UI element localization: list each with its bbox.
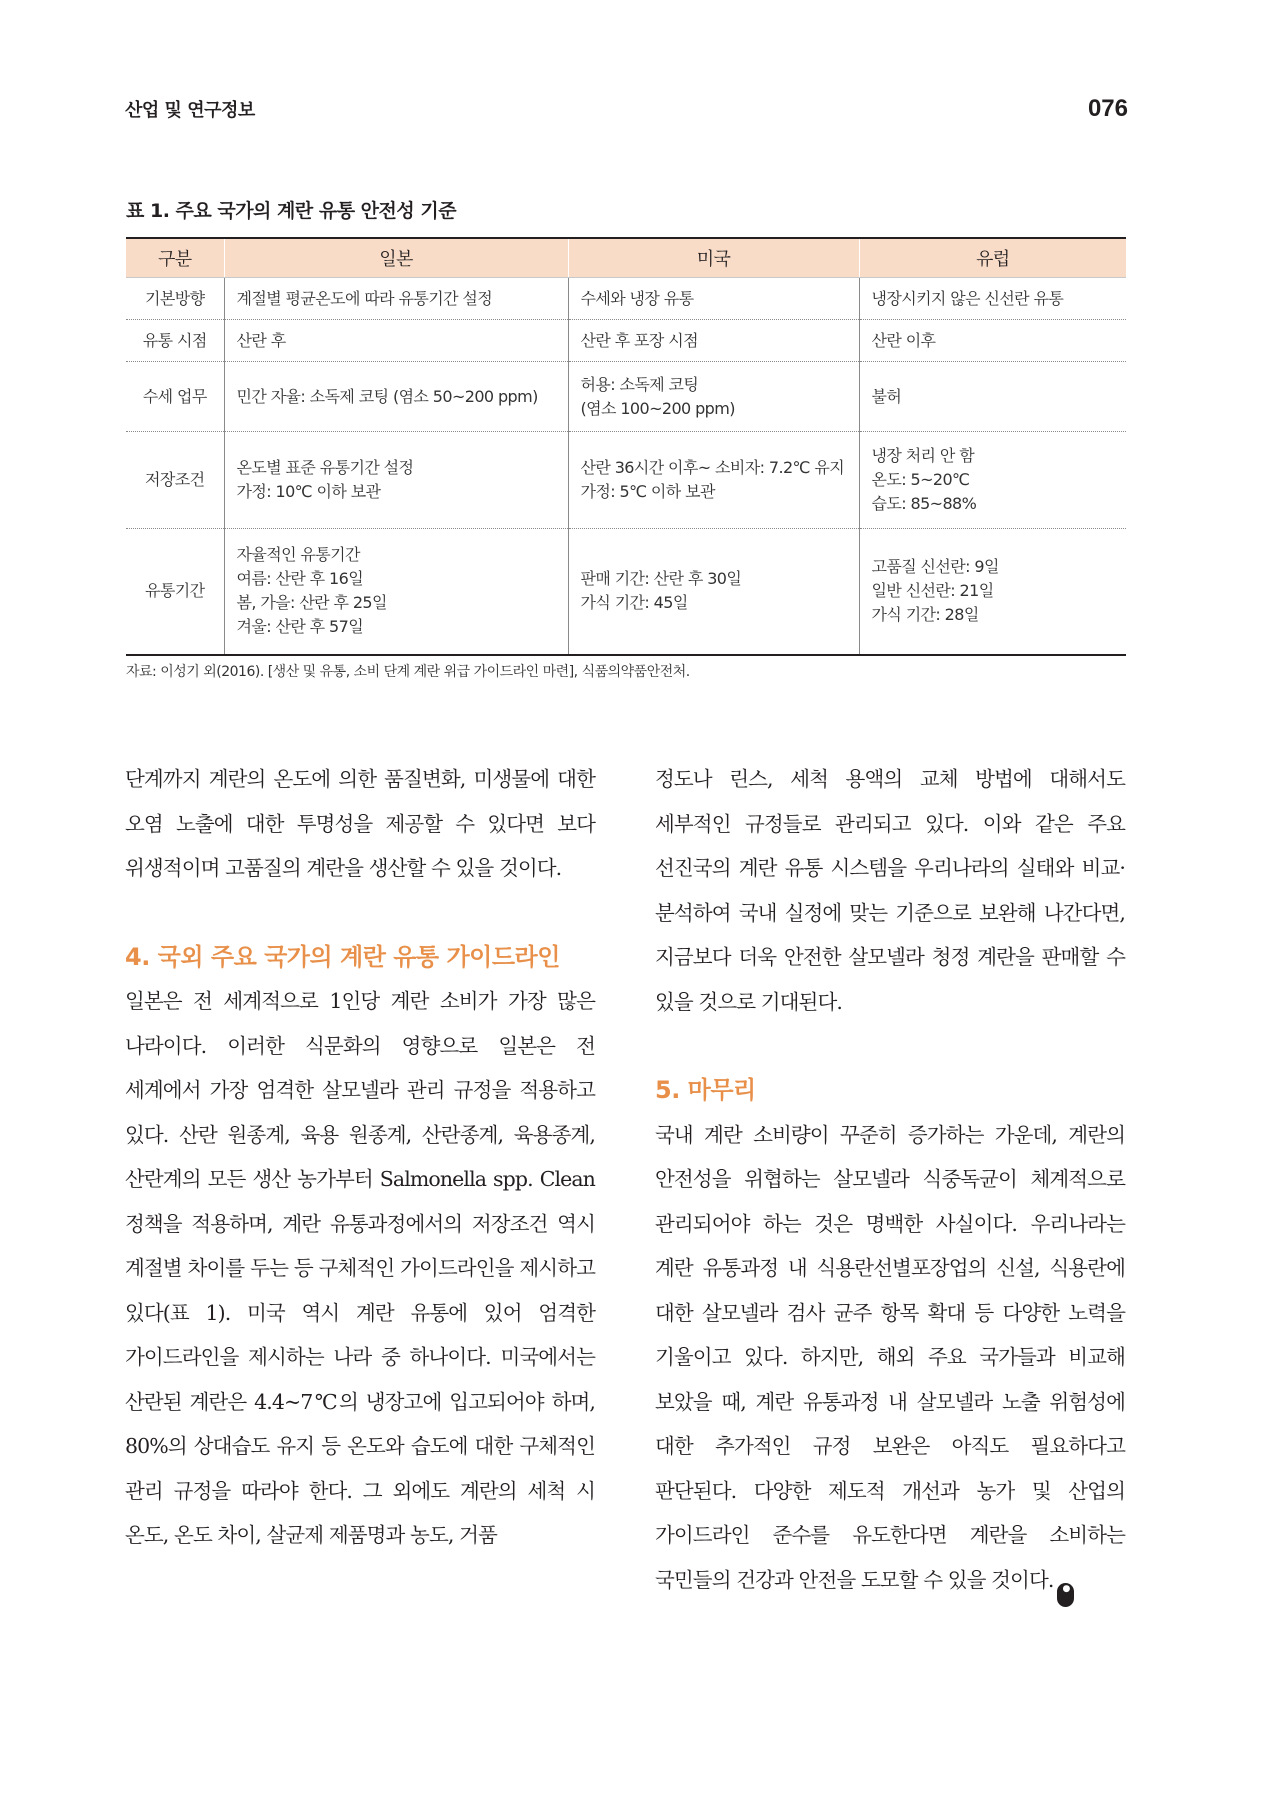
table-cell: 산란 후 포장 시점 <box>568 320 859 362</box>
table-cell: 수세와 냉장 유통 <box>568 278 859 320</box>
table-row <box>126 320 1126 362</box>
table-cell: 산란 이후 <box>859 320 1126 362</box>
egg-safety-table <box>126 237 1126 656</box>
table-row <box>126 278 1126 320</box>
table-header-cell: 유럽 <box>859 238 1126 278</box>
end-mark-icon: ● <box>1057 1583 1074 1607</box>
running-header: 산업 및 연구정보 <box>125 100 255 121</box>
table-header-cell: 미국 <box>568 238 859 278</box>
table-cell: 허용: 소독제 코팅 (염소 100~200 ppm) <box>568 362 859 432</box>
table-cell: 계절별 평균온도에 따라 유통기간 설정 <box>224 278 568 320</box>
table-cell: 불허 <box>859 362 1126 432</box>
table-row <box>126 362 1126 432</box>
table-cell: 판매 기간: 산란 후 30일 가식 기간: 45일 <box>568 529 859 655</box>
page-number: 076 <box>1087 95 1128 122</box>
section-heading: 5. 마무리 <box>655 1076 756 1104</box>
paragraph-text: 국내 계란 소비량이 꾸준히 증가하는 가운데, 계란의 안전성을 위협하는 살모넬라 식중독균이 체계적으로 관리되어야 하는 것은 명백한 사실이다. 우리나라는 계란 유통과정 내 식용란선별포장업의 신설, 식용란에 대한 살모넬라 검사 균주 항목 확대 등 다양한 노력을 기울이고 있다. 하지만, 해외 주요 국가들과 비교해 보았을 때, 계란 유통과정 내 살모넬라 노출 위험성에 대한 추가적인 규정 보완은 아직도 필요하다고 판단된다. 다양한 제도적 개선과 농가 및 산업의 가이드라인 준수를 유도한다면 계란을 소비하는 국민들의 건강과 안전을 도모할 수 있을 것이다. <box>655 1122 1125 1592</box>
table-cell: 저장조건 <box>126 432 224 529</box>
right-column <box>655 757 1125 1607</box>
table-source-note: 자료: 이성기 외(2016). [생산 및 유통, 소비 단계 계란 위급 가이드라인 마련], 식품의약품안전처. <box>126 664 690 680</box>
table-title: 표 1. 주요 국가의 계란 유통 안전성 기준 <box>126 200 457 222</box>
paragraph: 정도나 린스, 세척 용액의 교체 방법에 대해서도 세부적인 규정들로 관리되고 있다. 이와 같은 주요 선진국의 계란 유통 시스템을 우리나라의 실태와 비교·분석하여 국내 실정에 맞는 기준으로 보완해 나간다면, 지금보다 더욱 안전한 살모넬라 청정 계란을 판매할 수 있을 것으로 기대된다. <box>655 767 1125 1014</box>
table-cell: 자율적인 유통기간 여름: 산란 후 16일 봄, 가을: 산란 후 25일 겨울: 산란 후 57일 <box>224 529 568 655</box>
table-row <box>126 432 1126 529</box>
paragraph: 단계까지 계란의 온도에 의한 품질변화, 미생물에 대한 오염 노출에 대한 투명성을 제공할 수 있다면 보다 위생적이며 고품질의 계란을 생산할 수 있을 것이다. <box>125 767 595 880</box>
table-cell: 유통 시점 <box>126 320 224 362</box>
table-cell: 기본방향 <box>126 278 224 320</box>
table-header-row <box>126 238 1126 278</box>
table-cell: 냉장 처리 안 함 온도: 5~20℃ 습도: 85~88% <box>859 432 1126 529</box>
table-cell: 산란 36시간 이후~ 소비자: 7.2℃ 유지 가정: 5℃ 이하 보관 <box>568 432 859 529</box>
table-cell: 온도별 표준 유통기간 설정 가정: 10℃ 이하 보관 <box>224 432 568 529</box>
table-cell: 유통기간 <box>145 581 205 601</box>
table-cell: 고품질 신선란: 9일 일반 신선란: 21일 가식 기간: 28일 <box>859 529 1126 655</box>
table-row <box>126 529 1126 655</box>
table-header-cell: 일본 <box>224 238 568 278</box>
table-cell: 산란 후 <box>224 320 568 362</box>
left-column <box>125 757 595 1558</box>
paragraph: 일본은 전 세계적으로 1인당 계란 소비가 가장 많은 나라이다. 이러한 식문화의 영향으로 일본은 전 세계에서 가장 엄격한 살모넬라 관리 규정을 적용하고 있다. 산란 원종계, 육용 원종계, 산란종계, 육용종계, 산란계의 모든 생산 농가부터 Salmonella spp. Clean 정책을 적용하며, 계란 유통과정에서의 저장조건 역시 계절별 차이를 두는 등 구체적인 가이드라인을 제시하고 있다(표 1). 미국 역시 계란 유통에 있어 엄격한 가이드라인을 제시하는 나라 중 하나이다. 미국에서는 산란된 계란은 4.4~7℃의 냉장고에 입고되어야 하며, 80%의 상대습도 유지 등 온도와 습도에 대한 구체적인 관리 규정을 따라야 한다. 그 외에도 계란의 세척 시 온도, 온도 차이, 살균제 제품명과 농도, 거품 <box>125 989 595 1547</box>
table-header-cell: 구분 <box>126 238 224 278</box>
table-cell: 냉장시키지 않은 신선란 유통 <box>859 278 1126 320</box>
paragraph <box>655 1113 1125 1607</box>
table-cell: 민간 자율: 소독제 코팅 (염소 50~200 ppm) <box>224 362 568 432</box>
section-heading: 4. 국외 주요 국가의 계란 유통 가이드라인 <box>125 942 560 971</box>
table-cell: 수세 업무 <box>126 362 224 432</box>
